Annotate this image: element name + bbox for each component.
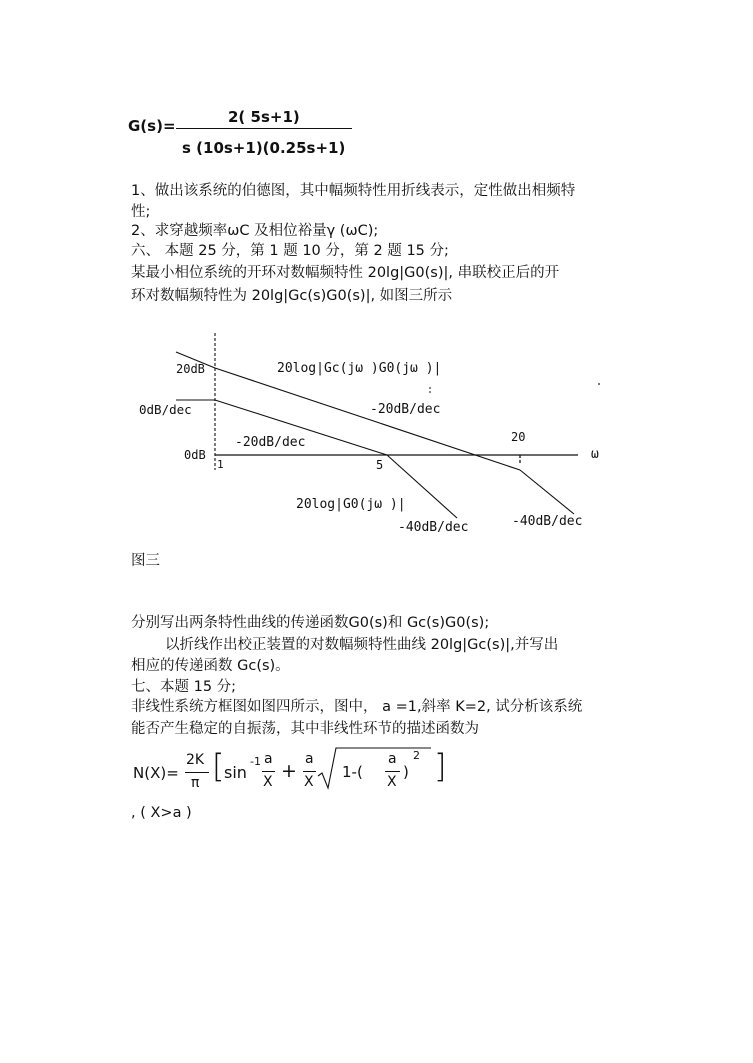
section-6-line2: 环对数幅频特性为 20lg|Gc(s)G0(s)|, 如图三所示 xyxy=(131,288,453,304)
section-7-line1: 非线性系统方框图如图四所示，图中， a =1,斜率 K=2, 试分析该系统 xyxy=(131,699,583,715)
left-bracket: [ xyxy=(212,747,225,785)
slope-label-b: -20dB/dec xyxy=(235,435,306,450)
task-1: 分别写出两条特性曲线的传递函数G0(s)和 Gc(s)G0(s); xyxy=(131,615,490,631)
one-minus: 1-( xyxy=(342,763,363,781)
q1-line2: 性; xyxy=(131,204,151,220)
section-6-title: 六、 本题 25 分，第 1 题 10 分，第 2 题 15 分; xyxy=(131,243,449,259)
q1-line1: 1、做出该系统的伯德图，其中幅频特性用折线表示，定性做出相频特 xyxy=(131,183,576,199)
label-20db: 20dB xyxy=(176,362,205,376)
label-g0-curve: 20log|G0(jω )| xyxy=(296,497,406,512)
formula-g-lhs: G(s)= xyxy=(128,117,176,135)
tick-label-5: 5 xyxy=(376,458,384,472)
sup-minus-one: -1 xyxy=(250,755,261,768)
task-2-line2: 相应的传递函数 Gc(s)。 xyxy=(131,658,290,674)
sup-two: 2 xyxy=(413,749,420,762)
tick-label-20: 20 xyxy=(511,430,526,444)
dot-mark xyxy=(598,383,600,385)
frac-numerator-2k: 2K xyxy=(186,752,205,768)
slope-label-d: -40dB/dec xyxy=(512,514,583,529)
frac-x-2: X xyxy=(304,774,314,790)
section-7-line2: 能否产生稳定的自振荡，其中非线性环节的描述函数为 xyxy=(131,721,479,737)
formula-n-lhs: N(X)= xyxy=(133,764,179,782)
sin-label: sin xyxy=(224,763,247,782)
slope-label-a: -20dB/dec xyxy=(370,402,441,417)
slope-label-c: -40dB/dec xyxy=(398,520,469,535)
frac-a-3: a xyxy=(388,751,397,767)
task-2-line1: 以折线作出校正装置的对数幅频特性曲线 20lg|Gc(s)|,并写出 xyxy=(165,637,559,653)
formula-g-numerator: 2( 5s+1) xyxy=(228,108,300,126)
label-0db-dec: 0dB/dec xyxy=(139,402,192,417)
section-7-title: 七、本题 15 分; xyxy=(131,679,237,695)
fraction-bar-a3 xyxy=(385,771,400,772)
right-bracket: ] xyxy=(434,747,447,785)
formula-g-denominator: s (10s+1)(0.25s+1) xyxy=(182,139,346,157)
tick-label-1: 1 xyxy=(217,458,224,471)
label-0db: 0dB xyxy=(184,448,206,462)
omega-label: ω xyxy=(591,447,599,462)
plus-sign: + xyxy=(281,760,297,782)
section-6-line1: 某最小相位系统的开环对数幅频特性 20lg|G0(s)|, 串联校正后的开 xyxy=(131,265,560,281)
fraction-bar-a2 xyxy=(303,771,316,772)
frac-a-1: a xyxy=(264,751,273,767)
frac-denominator-pi: π xyxy=(191,775,200,791)
fraction-bar-n xyxy=(185,772,209,773)
fraction-bar-a1 xyxy=(262,771,275,772)
frac-x-1: X xyxy=(263,774,273,790)
label-gcg0-curve: 20log|Gc(jω )G0(jω )| xyxy=(277,361,442,376)
close-paren: ) xyxy=(403,763,409,781)
figure-caption: 图三 xyxy=(131,553,160,569)
frac-a-2: a xyxy=(305,751,314,767)
frac-x-3: X xyxy=(387,774,397,790)
condition-text: , ( X>a ) xyxy=(131,805,192,821)
curve-gcg0-right xyxy=(520,470,574,514)
q2: 2、求穿越频率ωC 及相位裕量γ (ωC); xyxy=(131,223,379,239)
